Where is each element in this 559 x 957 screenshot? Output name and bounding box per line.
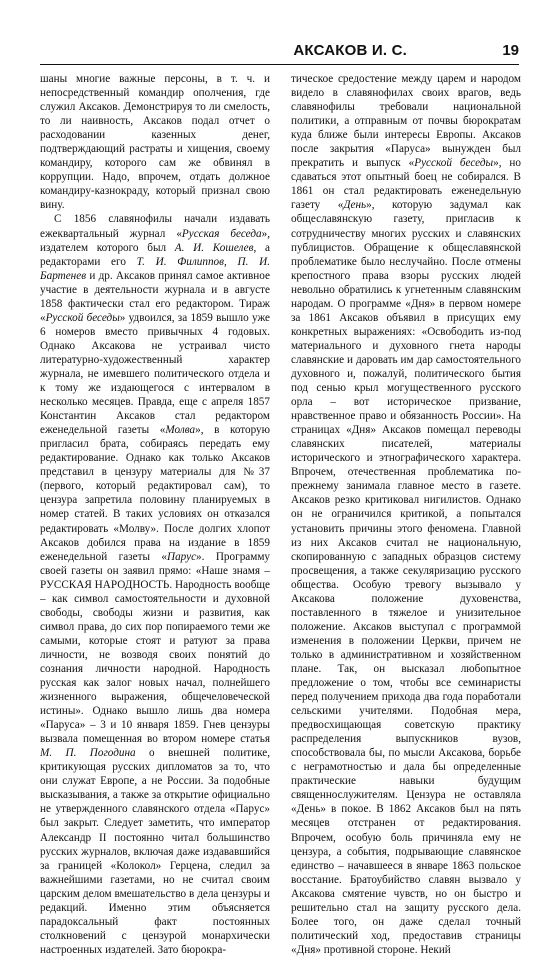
text-run: », но сдаваться этот опытный боец не собирался. В 1861 он стал редактировать еженедельную газету « — [291, 157, 521, 212]
text-run: С 1856 славянофилы начали издавать ежеквартальный журнал « — [40, 213, 270, 240]
text-run: » удвоился, за 1859 вышло уже 6 номеров вместо привычных 4 годовых. Однако Аксакова не устраивал чисто литературно-художественный характер журнала, не имевшего политического отдела и к тому же издающегося с интервалом в несколько месяцев. Правда, еще с апреля 1857 Константин Аксаков стал редактором еженедельной газеты « — [40, 311, 270, 437]
text-run: ». Программу своей газеты он заявил прямо: «Наше знамя – РУССКАЯ НАРОДНОСТЬ. Народность вообще – как символ самостоятельности и духовной свободы, свободы жизни и развития, как символ права, до сих пор попираемого теми же самыми, которые стоят и ратуют за права личности, не возводя своих понятий до сознания личности народной. Народность русская как залог новых начал, полнейшего жизненного выражения, общечеловеческой истины». Однако вышло лишь два номера «Паруса» – 3 и 10 января 1859. Гнев цензуры вызвала помещенная во втором номере статья — [40, 550, 271, 746]
text-run: », которую задумал как общеславянскую газету, пригласив к сотрудничеству многих русских и славянских публицистов. Обращение к общеславянской проблематике было неслучайно. После отмены крепостного права взоры русских людей невольно обратились к угнетенным славянским народам. О программе «Дня» в первом номере за 1861 Аксаков объявил в присущих ему конкретных выражениях: «Освободить из-под материального и духовного гнета народы славянские и даровать им дар самостоятельного духовного и, пожалуй, политического бытия под сенью крыл могущественного русского орла – вот историческое призвание, нравственное право и обязанность России». На страницах «Дня» Аксаков помещал переводы славянских писателей, материалы исторического и этнографического характера. Впрочем, отечественная проблематика по-прежнему занимала главное место в газете. Аксаков резко критиковал нигилистов. Однако он не ограничился критикой, а попытался установить причины этого феномена. Главной из них Аксаков считал не национальную, скопированную с западных образцов систему просвещения, а также секуляризацию русского общества. Особую тревогу вызывало у Аксакова положение духовенства, поставленного в тяжелое и унизительное положение. Аксаков выступал с программой изменения в положении Церкви, причем не только в административном и хозяйственном плане. Так, он высказал любопытное предложение о том, чтобы все семинаристы перед получением прихода два года поработали сельскими учителями. Подобная мера, предвосхищающая советскую практику распределения выпускников вузов, способствовала бы, по мысли Аксакова, борьбе с неграмотностью и дала бы определенные практические навыки будущим священнослужителям. Цензура не оставляла «День» в покое. В 1862 Аксаков был на пять месяцев отстранен от редактирования. Впрочем, особую боль причиняла ему не цензура, а события, подрывающие славянское единство – начавшееся в январе 1863 польское восстание. Братоубийство славян вызвало у Аксакова смятение чувств, но он быстро и решительно стал на защиту русского дела. Более того, он даже сделал точный политический ход, предоставив страницы «Дня» противной стороне. Некий — [291, 199, 521, 956]
text-run: и др. Аксаков принял самое активное участие в деятельности журнала и в августе 1858 фактически стал его редактором. Тираж « — [40, 269, 270, 324]
running-title: АКСАКОВ И. С. — [293, 42, 407, 59]
paragraph-den — [291, 72, 521, 957]
running-head — [40, 40, 519, 65]
title-russkaya-beseda: Русская беседа — [181, 227, 262, 240]
title-den: День — [343, 199, 367, 212]
text-run: тическое средостение между царем и народом видело в славянофилах своих врагов, ведь славянофилы требовали национальной политики, а отправным от почвы бюрократам куда ближе были интересы Европы. Аксаков после закрытия «Паруса» вынужден был прекратить и выпуск « — [291, 73, 521, 170]
title-russkaya-beseda: Русской беседы — [414, 157, 494, 170]
text-run: о внешней политике, критикующая русских дипломатов за то, что они служат Европе, а не России. За подобные высказывания, а также за открытие официально не утвержденного славянского отдела «Парус» был закрыт. Следует заметить, что император Александр II постоянно читал большинство русских журналов, включая даже издававшийся за границей «Колокол» Герцена, следил за важнейшими газетами, но не считал своим царским делом вмешательство в дела цензуры и редакций. Именно этим объясняется парадоксальный факт постоянных столкновений с цензурой монархически настроенных издателей. Зато бюрокра- — [40, 747, 270, 956]
text-columns — [40, 72, 521, 956]
right-column — [291, 72, 521, 956]
title-russkaya-beseda: Русской беседы — [45, 311, 120, 324]
title-molva: Молва — [165, 424, 196, 437]
title-parus: Парус — [166, 550, 197, 563]
person-pogodin: М. П. Погодина — [40, 747, 136, 760]
paragraph-russkaya-beseda — [40, 212, 270, 956]
person-koshelev: А. И. Кошелев — [174, 241, 254, 254]
text-run: , а редакторами его — [40, 241, 270, 268]
paragraph-continuation: шаны многие важные персоны, в т. ч. и непосредственный командир ополчения, где служил Аксаков. Демонстрируя то ли смелость, то ли наивность, Аксаков подал отчет о расходовании казенных денег, подтверждающий растраты и хищения, своему командиру, которого сам же обвинял в коррупции. Надо, впрочем, отдать должное командиру-казнокраду, который признал свою вину. — [40, 73, 270, 212]
text-run: », в которую пригласил брата, собираясь передать ему редактирование. Однако как только Аксаков представил в цензуру материалы для №37 (первого, который редактировал сам), то цензура запретила половину планируемых в номер статей. В таких условиях он отказался редактировать «Молву». После долгих хлопот Аксаков добился права на издание в 1859 еженедельной газеты « — [40, 424, 270, 563]
text-run: », издателем которого был — [40, 227, 270, 254]
persons-filippov-bartenev: Т. И. Филиппов, П. И. Бартенев — [40, 255, 270, 282]
left-column — [40, 72, 271, 956]
page-number: 19 — [502, 42, 519, 59]
